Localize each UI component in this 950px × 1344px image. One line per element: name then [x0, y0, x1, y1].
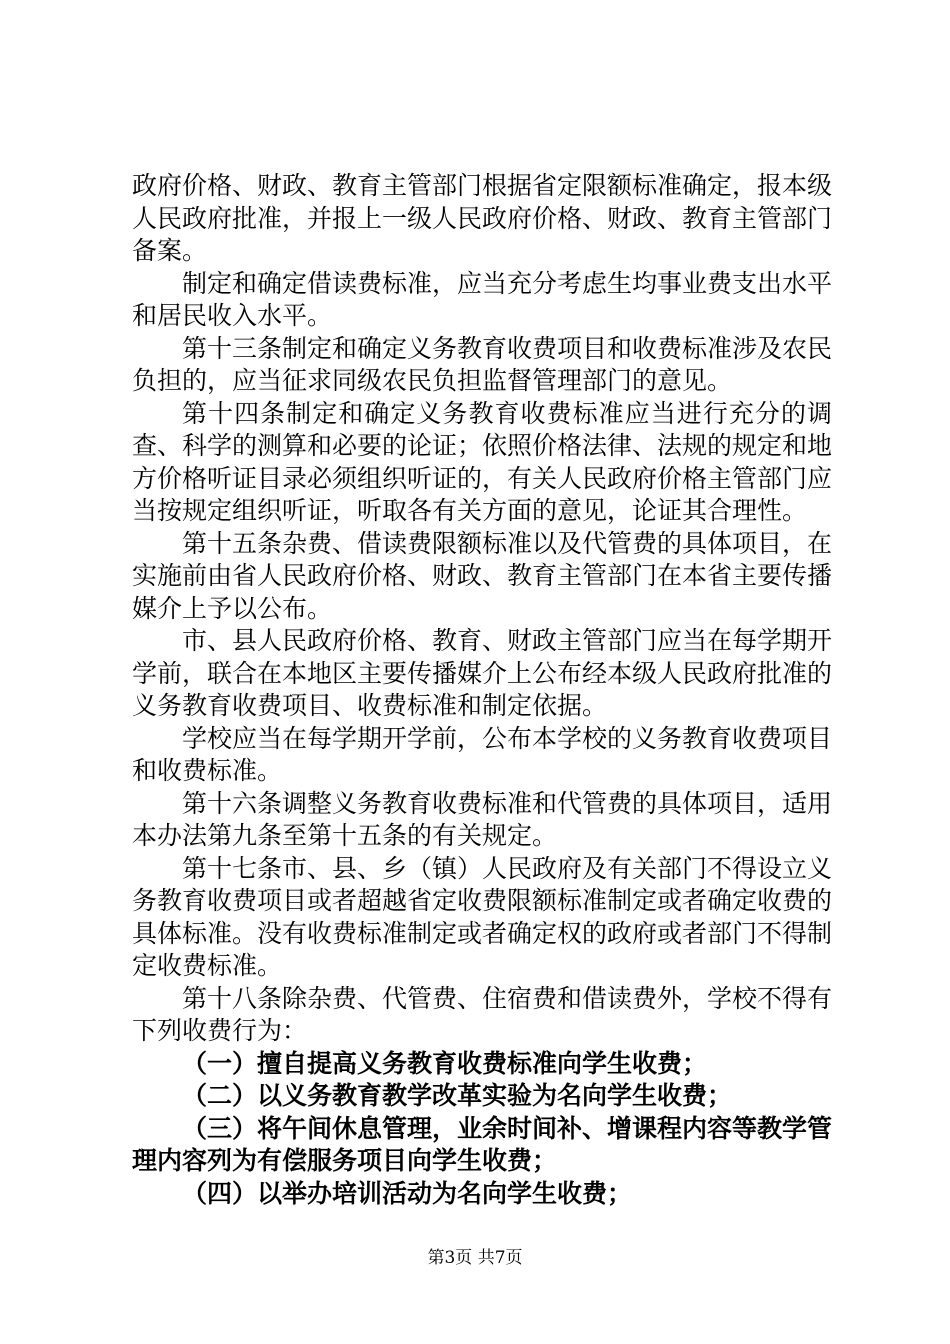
list-item: （四）以举办培训活动为名向学生收费；: [182, 1178, 633, 1208]
paragraph: 第十四条制定和确定义务教育收费标准应当进行充分的调查、科学的测算和必要的论证；依照价格法律、法规的规定和地方价格听证目录必须组织听证的，有关人民政府价格主管部门应当按规定组织听证，听取各有关方面的意见，论证其合理性。: [132, 398, 833, 525]
paragraph: 学校应当在每学期开学前，公布本学校的义务教育收费项目和收费标准。: [132, 723, 833, 785]
paragraph: 制定和确定借读费标准，应当充分考虑生均事业费支出水平和居民收入水平。: [132, 268, 833, 330]
paragraph: 第十六条调整义务教育收费标准和代管费的具体项目，适用本办法第九条至第十五条的有关规定。: [132, 788, 833, 850]
list-item: （三）将午间休息管理，业余时间补、增课程内容等教学管理内容列为有偿服务项目向学生收费；: [132, 1113, 833, 1175]
page-number-label: 第3页 共7页: [427, 1248, 523, 1268]
paragraph: 市、县人民政府价格、教育、财政主管部门应当在每学期开学前，联合在本地区主要传播媒介上公布经本级人民政府批准的义务教育收费项目、收费标准和制定依据。: [132, 626, 833, 720]
paragraph: 第十七条市、县、乡（镇）人民政府及有关部门不得设立义务教育收费项目或者超越省定收费限额标准制定或者确定收费的具体标准。没有收费标准制定或者确定权的政府或者部门不得制定收费标准。: [132, 853, 833, 980]
page-footer: [0, 1243, 950, 1268]
paragraph: 第十三条制定和确定义务教育收费项目和收费标准涉及农民负担的，应当征求同级农民负担监督管理部门的意见。: [132, 333, 833, 395]
paragraph: 政府价格、财政、教育主管部门根据省定限额标准确定，报本级人民政府批准，并报上一级人民政府价格、财政、教育主管部门备案。: [132, 171, 833, 265]
document-body: [132, 170, 832, 1210]
paragraph: 第十八条除杂费、代管费、住宿费和借读费外，学校不得有下列收费行为：: [132, 983, 833, 1045]
list-item: （一）擅自提高义务教育收费标准向学生收费；: [182, 1048, 708, 1078]
paragraph: 第十五条杂费、借读费限额标准以及代管费的具体项目，在实施前由省人民政府价格、财政、教育主管部门在本省主要传播媒介上予以公布。: [132, 528, 833, 623]
list-item: （二）以义务教育教学改革实验为名向学生收费；: [182, 1081, 733, 1110]
